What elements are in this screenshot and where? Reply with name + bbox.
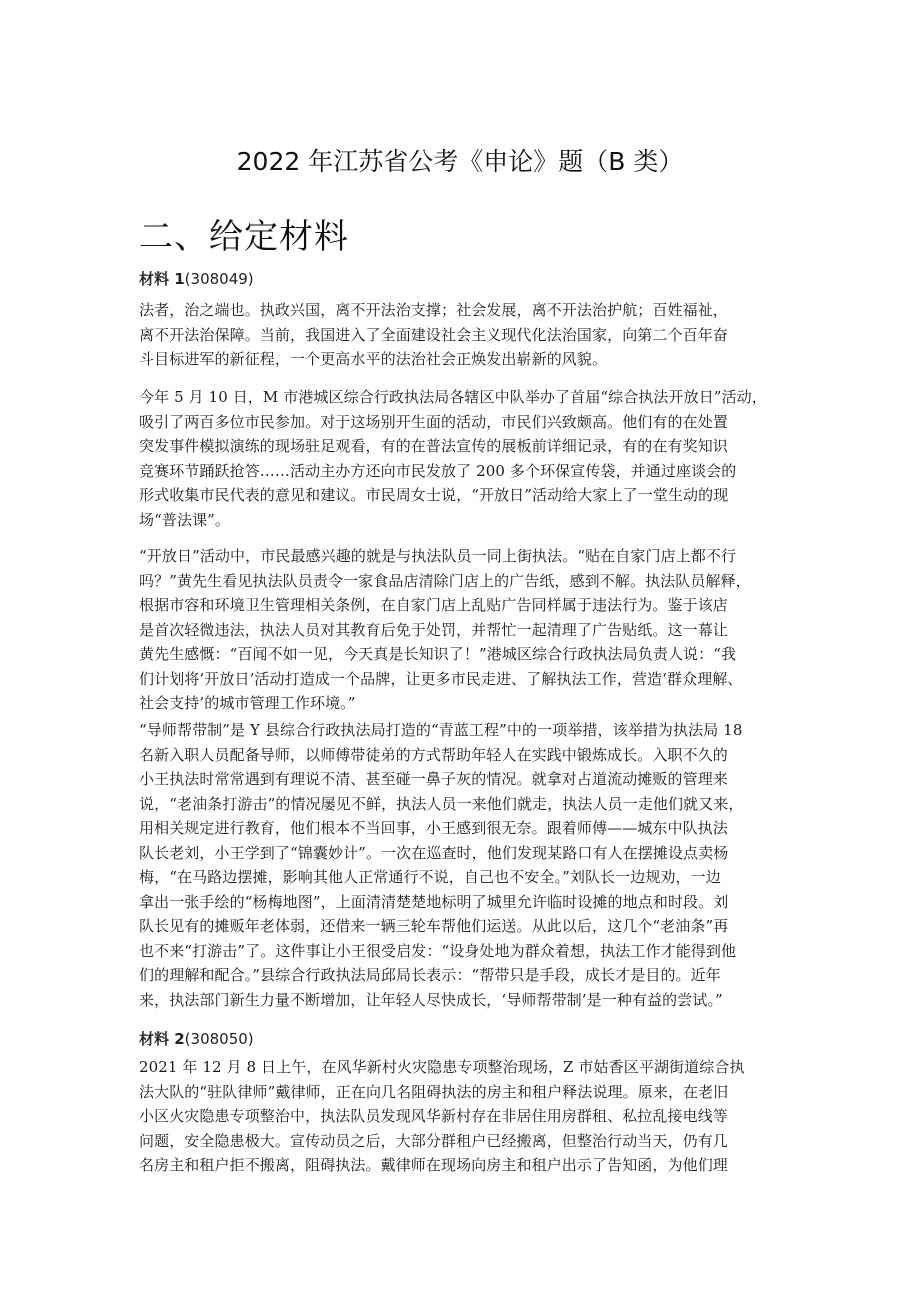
paragraph-line: 斗目标进军的新征程，一个更高水平的法治社会正焕发出崭新的风貌。 — [139, 350, 608, 368]
paragraph-line: 们计划将‘开放日’活动打造成一个品牌，让更多市民走进、了解执法工作，营造‘群众理解、 — [139, 669, 743, 688]
paragraph-line: 突发事件模拟演练的现场驻足观看，有的在普法宣传的展板前详细记录，有的在有奖知识 — [139, 437, 728, 455]
paragraph-line: 吸引了两百多位市民参加。对于这场别开生面的活动，市民们兴致颇高。他们有的在处置 — [139, 412, 728, 431]
paragraph-2 — [139, 385, 781, 532]
paragraph-line: 今年 5 月 10 日，M 市港城区综合行政执法局各辖区中队举办了首届“综合执法开放日”活动， — [139, 388, 767, 406]
paragraph-line: 法者，治之端也。执政兴国，离不开法治支撑；社会发展，离不开法治护航；百姓福祉， — [139, 301, 728, 319]
paragraph-line: 形式收集市民代表的意见和建议。市民周女士说，“开放日”活动给大家上了一堂生动的现 — [139, 486, 729, 504]
paragraph-line: 小区火灾隐患专项整治中，执法队员发现风华新村存在非居住用房群租、私拉乱接电线等 — [139, 1107, 728, 1125]
material-1-label: 材料 1 — [139, 270, 185, 288]
paragraph-line: 们的理解和配合。”县综合行政执法局邱局长表示：“帮带只是手段，成长才是目的。近年 — [139, 966, 721, 984]
paragraph-line: 也不来“打游击”了。这件事让小王很受启发：“设身处地为群众着想，执法工作才能得到他 — [139, 941, 737, 960]
paragraph-line: “导师帮带制”是 Y 县综合行政执法局打造的“青蓝工程”中的一项举措，该举措为执法局 18 — [139, 721, 743, 739]
paragraph-line: 根据市容和环境卫生管理相关条例，在自家门店上乱贴广告同样属于违法行为。鉴于该店 — [139, 596, 728, 614]
paragraph-line: 2021 年 12 月 8 日上午，在风华新村火灾隐患专项整治现场，Z 市姑香区平湖街道综合执 — [139, 1058, 745, 1076]
paragraph-line: “开放日”活动中，市民最感兴趣的就是与执法队员一同上街执法。“贴在自家门店上都不行 — [139, 547, 737, 565]
material-2-label: 材料 2 — [139, 1030, 185, 1048]
paragraph-3 — [139, 544, 781, 716]
paragraph-line: 社会支持’的城市管理工作环境。” — [139, 694, 356, 712]
paragraph-line: 法大队的“驻队律师”戴律师，正在向几名阻碍执法的房主和租户释法说理。原来，在老旧 — [139, 1082, 729, 1101]
paragraph-line: 队长老刘，小王学到了“锦囊妙计”。一次在巡查时，他们发现某路口有人在摆摊设点卖杨 — [139, 843, 729, 862]
paragraph-4 — [139, 718, 781, 1012]
paragraph-line: 名房主和租户拒不搬离，阻碍执法。戴律师在现场向房主和租户出示了告知函，为他们理 — [139, 1156, 728, 1174]
paragraph-line: 队长见有的摊贩年老体弱，还借来一辆三轮车帮他们运送。从此以后，这几个“老油条”再 — [139, 917, 729, 935]
paragraph-line: 名新入职人员配备导师，以师傅带徒弟的方式帮助年轻人在实践中锻炼成长。入职不久的 — [139, 745, 728, 764]
paragraph-line: 梅，“在马路边摆摊，影响其他人正常通行不说，自己也不安全。”刘队长一边规劝，一边 — [139, 868, 721, 886]
document-title: 2022 年江苏省公考《申论》题（B 类） — [236, 147, 684, 176]
paragraph-line: 场“普法课”。 — [139, 510, 231, 529]
paragraph-line: 是首次轻微违法，执法人员对其教育后免于处罚，并帮忙一起清理了广告贴纸。这一幕让 — [139, 620, 728, 639]
paragraph-line: 问题，安全隐患极大。宣传动员之后，大部分群租户已经搬离，但整治行动当天，仍有几 — [139, 1131, 728, 1150]
material-1-heading — [139, 268, 254, 289]
paragraph-line: 黄先生感慨：“百闻不如一见，今天真是长知识了！”港城区综合行政执法局负责人说：“我 — [139, 645, 737, 663]
paragraph-line: 用相关规定进行教育，他们根本不当回事，小王感到很无奈。跟着师傅——城东中队执法 — [139, 819, 728, 837]
paragraph-line: 吗？”黄先生看见执法队员责令一家食品店清除门店上的广告纸，感到不解。执法队员解释， — [139, 571, 751, 590]
paragraph-line: 说，“老油条打游击”的情况屡见不鲜，执法人员一来他们就走，执法人员一走他们就又来， — [139, 794, 744, 813]
paragraph-1 — [139, 298, 781, 372]
paragraph-line: 离不开法治保障。当前，我国进入了全面建设社会主义现代化法治国家，向第二个百年奋 — [139, 325, 728, 344]
material-1-id: (308049) — [184, 270, 254, 288]
paragraph-5 — [139, 1055, 781, 1178]
paragraph-line: 拿出一张手绘的“杨梅地图”，上面清清楚楚地标明了城里允许临时设摊的地点和时段。刘 — [139, 892, 729, 911]
paragraph-line: 小王执法时常常遇到有理说不清、甚至碰一鼻子灰的情况。就拿对占道流动摊贩的管理来 — [139, 770, 728, 788]
material-2-id: (308050) — [184, 1030, 254, 1048]
paragraph-line: 竞赛环节踊跃抢答……活动主办方还向市民发放了 200 多个环保宣传袋，并通过座谈会的 — [139, 461, 737, 480]
paragraph-line: 来，执法部门新生力量不断增加，让年轻人尽快成长，‘导师帮带制’是一种有益的尝试。” — [139, 990, 723, 1009]
section-title: 二、给定材料 — [139, 217, 349, 257]
material-2-heading — [139, 1028, 254, 1049]
